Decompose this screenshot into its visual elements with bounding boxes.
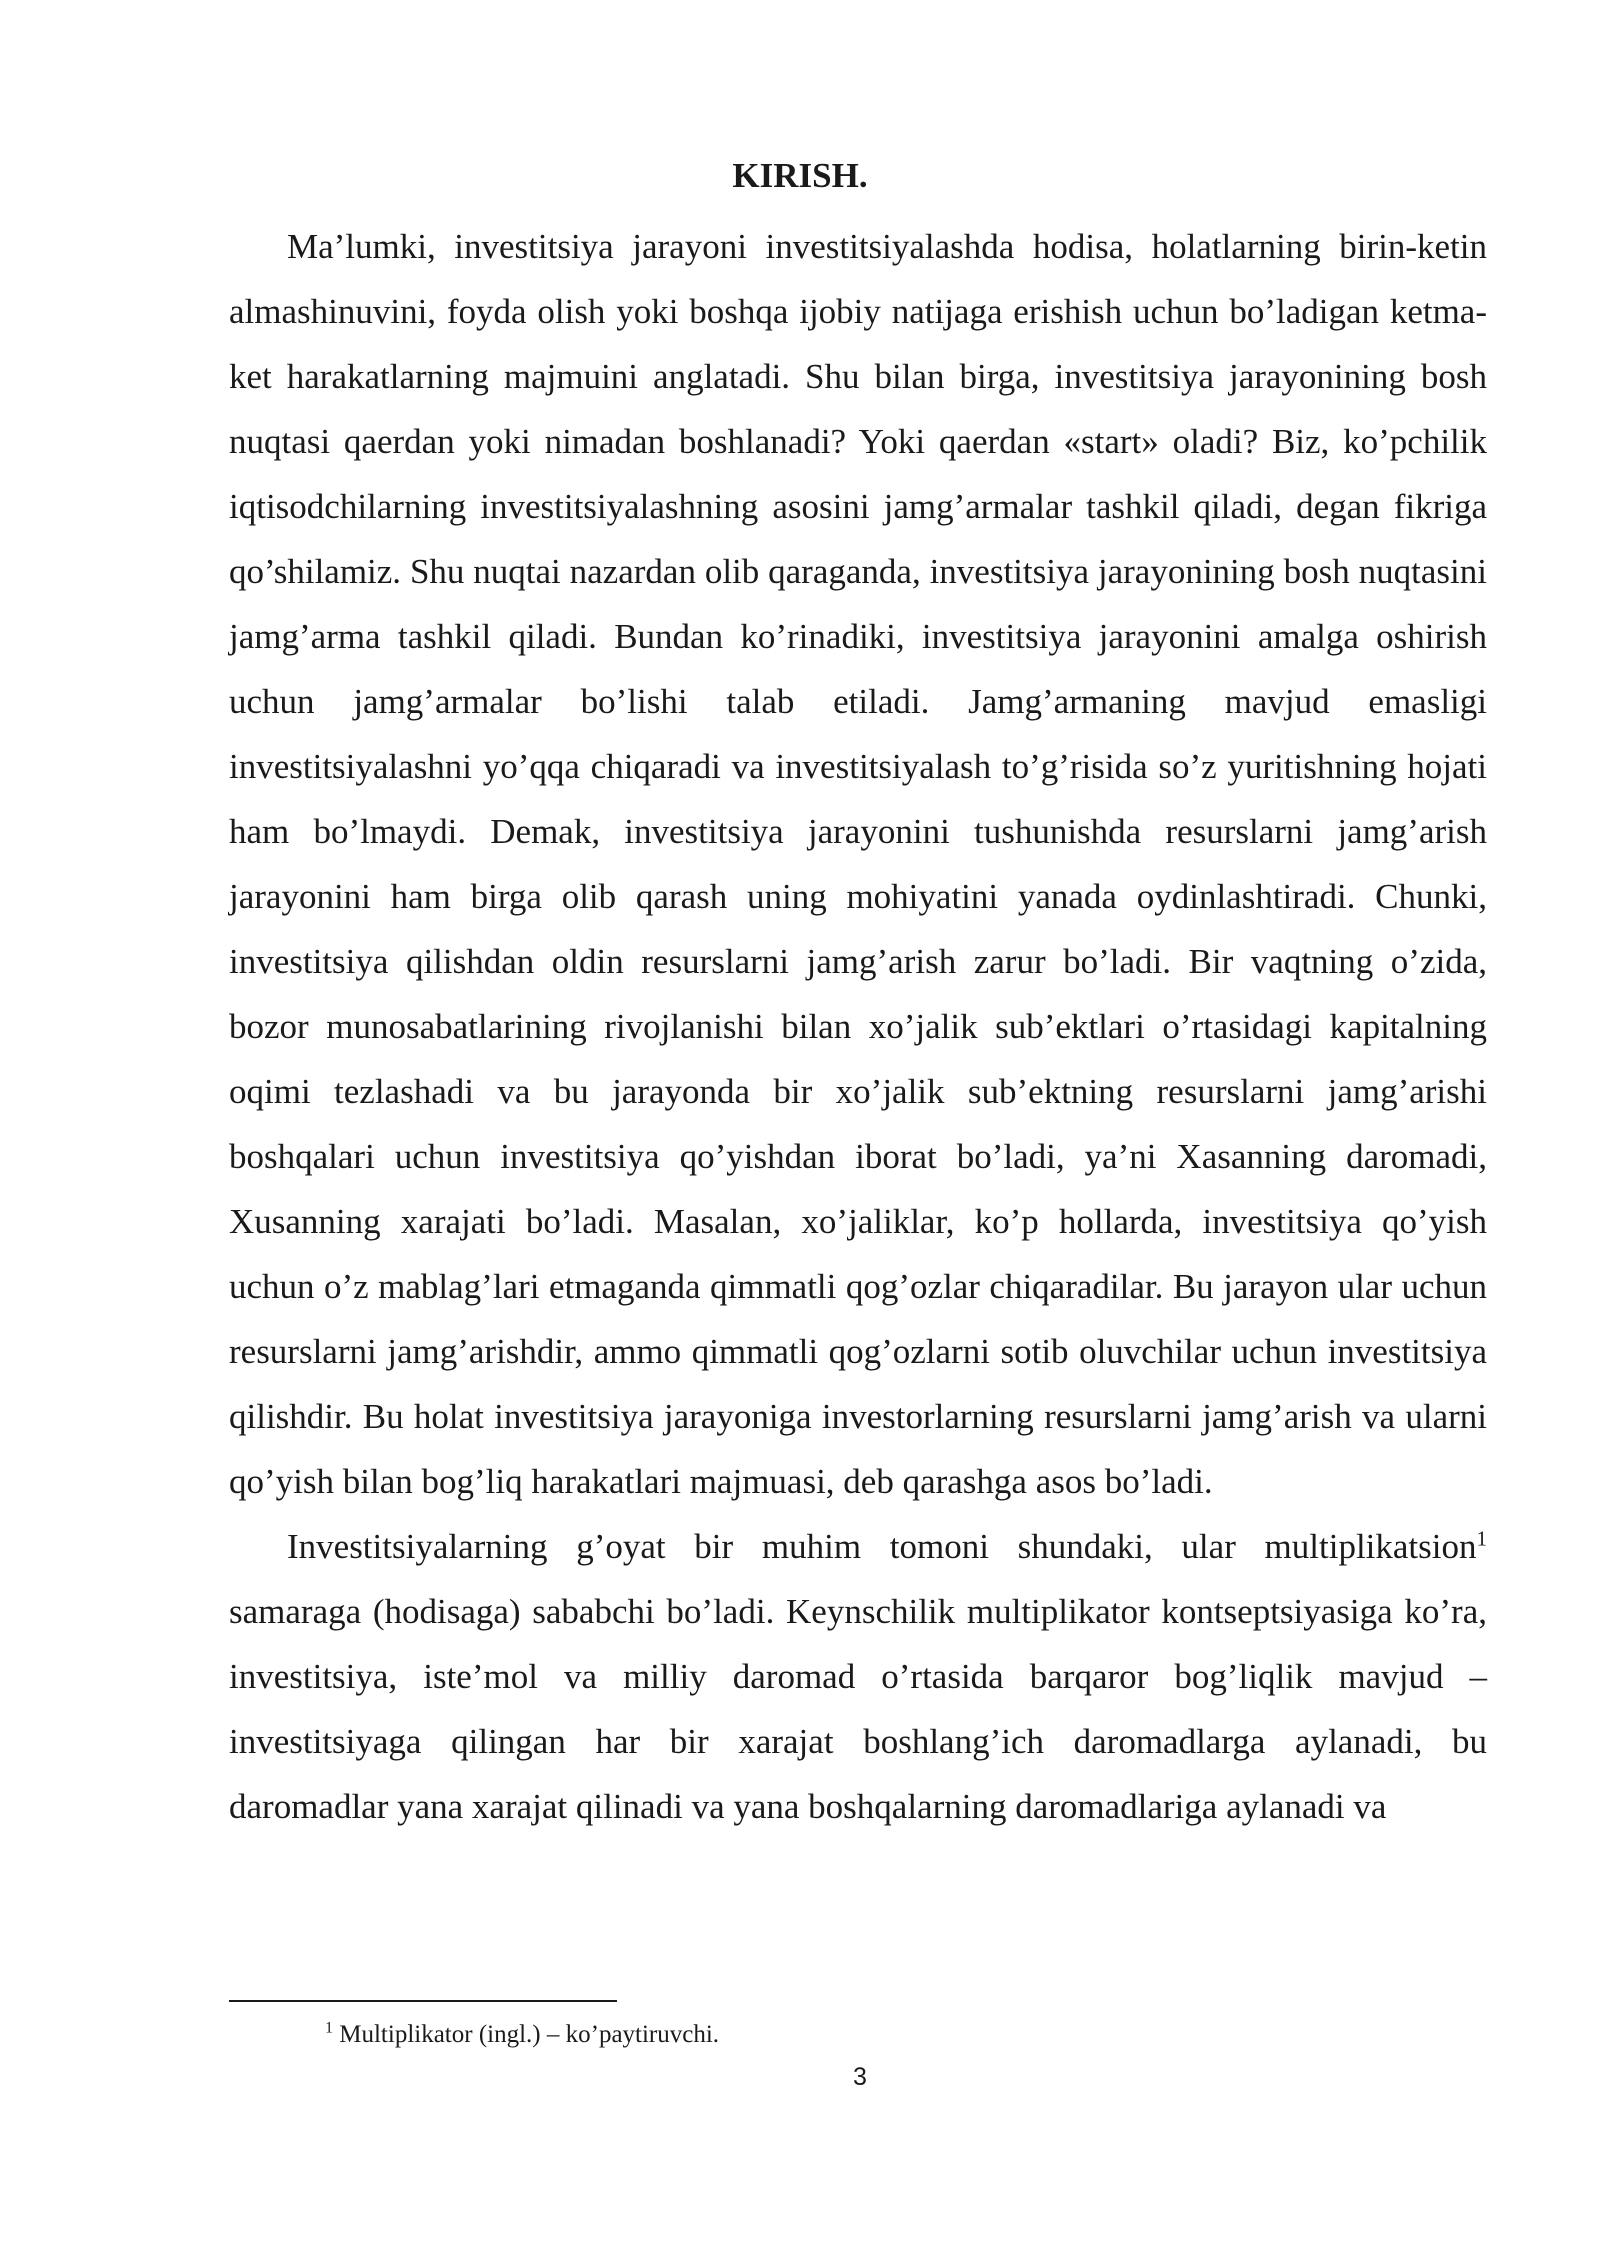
footnote [325, 2018, 719, 2052]
footnote-text: Multiplikator (ingl.) – ko’paytiruvchi. [333, 2021, 720, 2048]
page-number: 3 [853, 2063, 867, 2091]
paragraph-2-rest: samaraga (hodisaga) sababchi bo’ladi. Keynschilik multiplikator kontseptsiyasiga ko’ra, investitsiya, iste’mol va milliy daromad o’rtasida barqaror bog’liqlik mavjud – investitsiyaga qilingan har bir xarajat boshlang’ich daromadlarga aylanadi, bu daromadlar yana xarajat qilinadi va yana boshqalarning daromadlariga aylanadi va [229, 1592, 1487, 1826]
body-text [229, 214, 1487, 1839]
page-title: KIRISH. [732, 156, 868, 195]
paragraph-2 [229, 1514, 1487, 1839]
footnote-marker: 1 [325, 2019, 333, 2037]
footnote-separator [229, 2000, 617, 2002]
paragraph-1: Ma’lumki, investitsiya jarayoni investitsiyalashda hodisa, holatlarning birin-ketin almashinuvini, foyda olish yoki boshqa ijobiy natijaga erishish uchun bo’ladigan ketma-ket harakatlarning majmuini anglatadi. Shu bilan birga, investitsiya jarayonining bosh nuqtasi qaerdan yoki nimadan boshlanadi? Yoki qaerdan «start» oladi? Biz, ko’pchilik iqtisodchilarning investitsiyalashning asosini jamg’armalar tashkil qiladi, degan fikriga qo’shilamiz. Shu nuqtai nazardan olib qaraganda, investitsiya jarayonining bosh nuqtasini jamg’arma tashkil qiladi. Bundan ko’rinadiki, investitsiya jarayonini amalga oshirish uchun jamg’armalar bo’lishi talab etiladi. Jamg’armaning mavjud emasligi investitsiyalashni yo’qqa chiqaradi va investitsiyalash to’g’risida so’z yuritishning hojati ham bo’lmaydi. Demak, investitsiya jarayonini tushunishda resurslarni jamg’arish jarayonini ham birga olib qarash uning mohiyatini yanada oydinlashtiradi. Chunki, investitsiya qilishdan oldin resurslarni jamg’arish zarur bo’ladi. Bir vaqtning o’zida, bozor munosabatlarining rivojlanishi bilan xo’jalik sub’ektlari o’rtasidagi kapitalning oqimi tezlashadi va bu jarayonda bir xo’jalik sub’ektning resurslarni jamg’arishi boshqalari uchun investitsiya qo’yishdan iborat bo’ladi, ya’ni Xasanning daromadi, Xusanning xarajati bo’ladi. Masalan, xo’jaliklar, ko’p hollarda, investitsiya qo’yish uchun o’z mablag’lari etmaganda qimmatli qog’ozlar chiqaradilar. Bu jarayon ular uchun resurslarni jamg’arishdir, ammo qimmatli qog’ozlarni sotib oluvchilar uchun investitsiya qilishdir. Bu holat investitsiya jarayoniga investorlarning resurslarni jamg’arish va ularni qo’yish bilan bog’liq harakatlari majmuasi, deb qarashga asos bo’ladi. [229, 227, 1487, 1501]
paragraph-2-lead: Investitsiyalarning g’oyat bir muhim tomoni shundaki, ular multiplikatsion [287, 1527, 1477, 1566]
footnote-reference: 1 [1476, 1526, 1487, 1551]
